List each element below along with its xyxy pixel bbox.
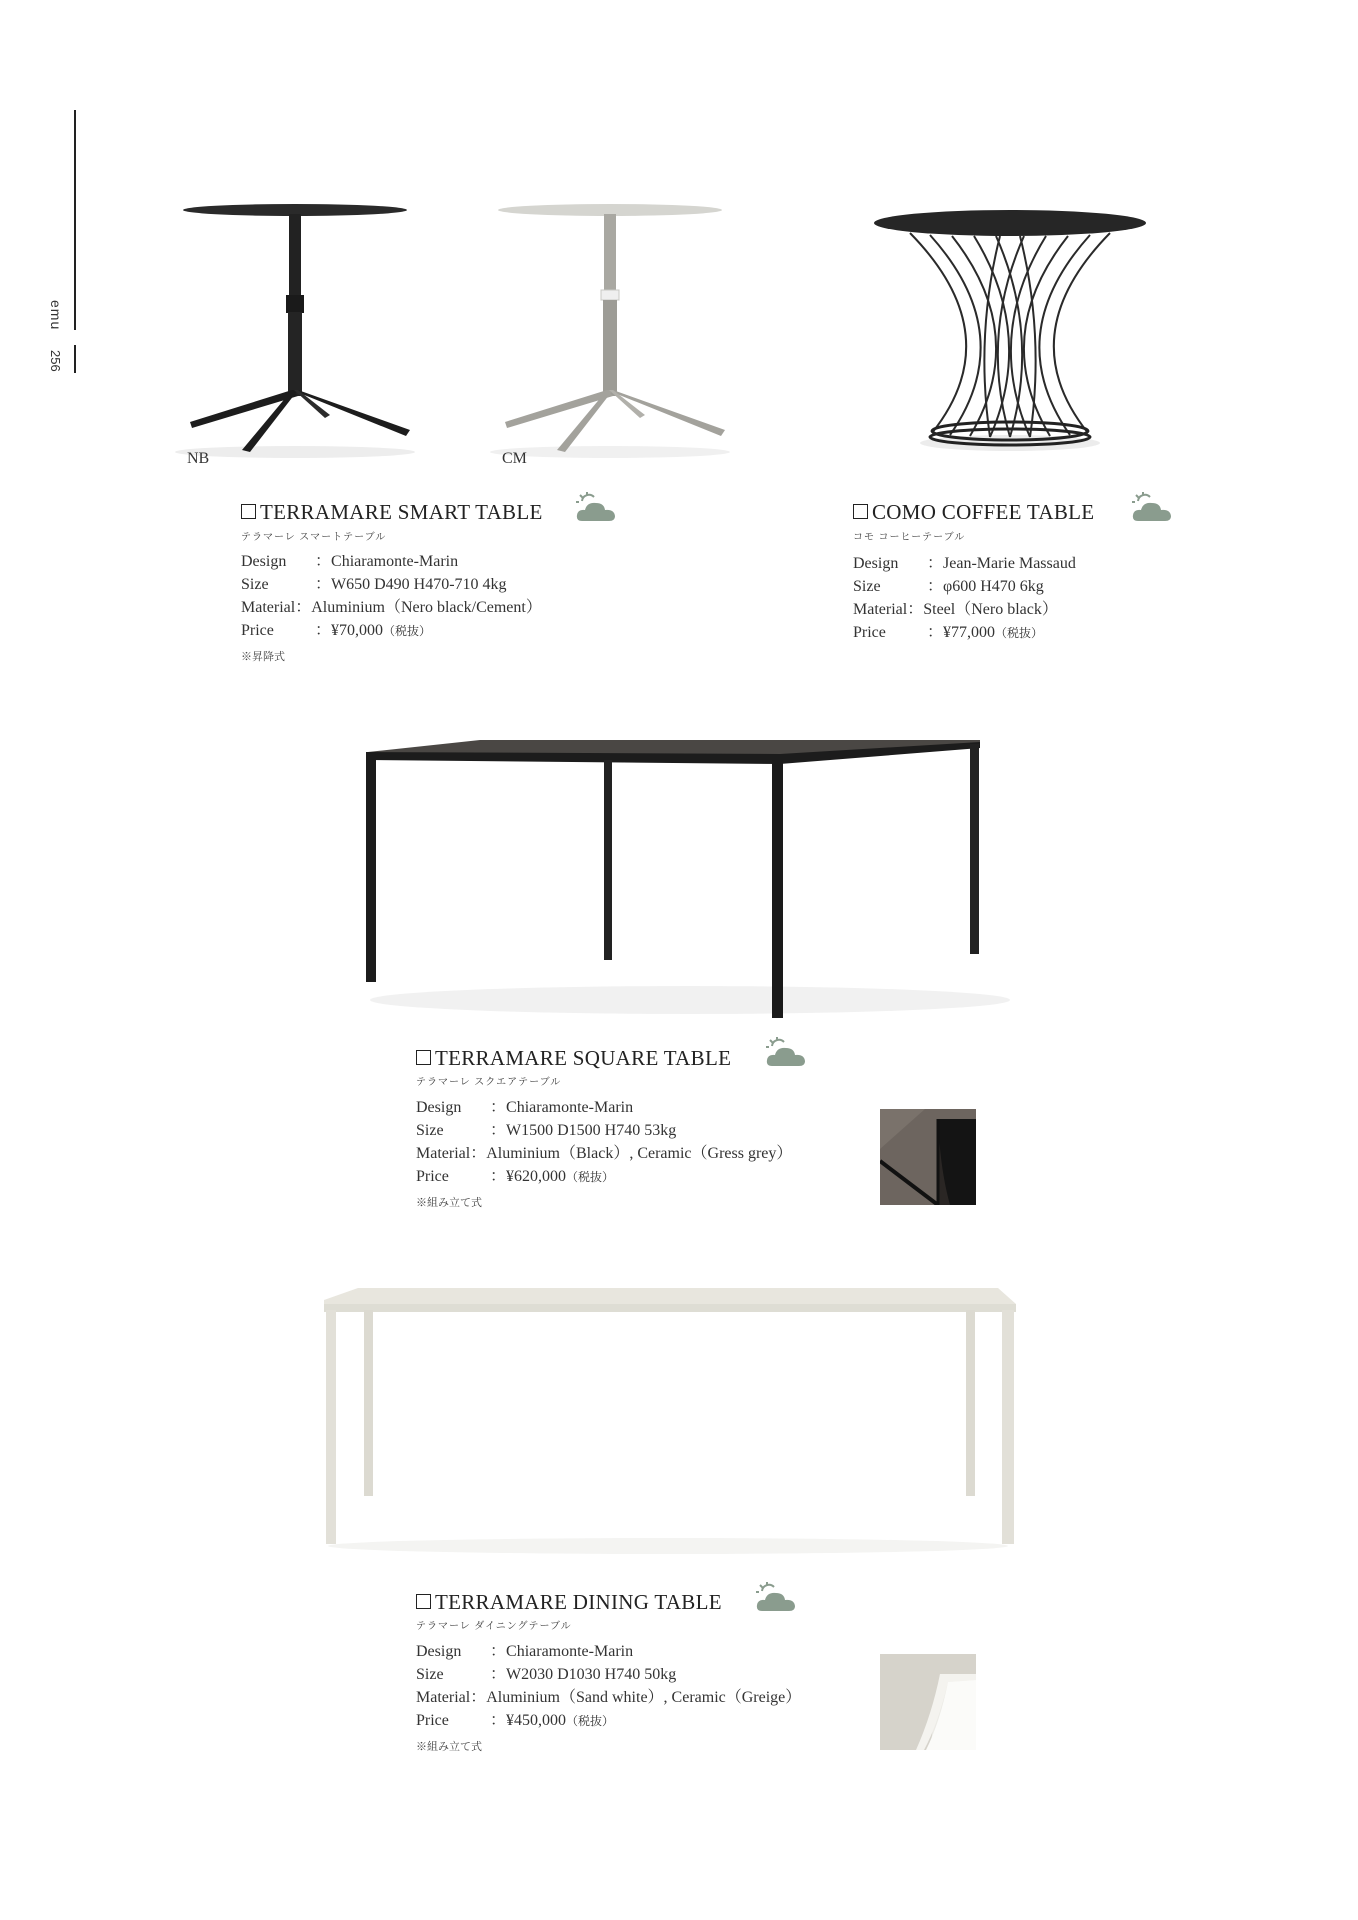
side-rule-bottom (74, 345, 76, 373)
variant-label-cm: CM (502, 450, 527, 467)
product-specs-smart-table: Design ：Chiaramonte-Marin Size ：W650 D490 H470-710 4kg Material：Aluminium（Nero black/Cement） Price ：¥70,000（税抜） (241, 553, 542, 639)
outdoor-weather-icon (754, 1581, 798, 1613)
product-note-square-table: ※組み立て式 (416, 1197, 482, 1209)
tax-note: （税抜） (383, 624, 432, 638)
smart-table-cm-image (485, 190, 735, 460)
product-title-smart-table: TERRAMARE SMART TABLE (241, 500, 543, 525)
como-coffee-table-image (870, 205, 1150, 455)
product-kana-dining-table: テラマーレ ダイニングテーブル (416, 1621, 572, 1632)
price-value: ¥77,000 (943, 624, 996, 641)
square-table-material-swatch (880, 1109, 976, 1205)
size-value: W2030 D1030 H740 50kg (506, 1666, 677, 1683)
material-value: Aluminium（Sand white）, Ceramic（Greige） (486, 1689, 802, 1706)
outdoor-weather-icon (574, 491, 618, 523)
price-value: ¥620,000 (506, 1168, 567, 1185)
checkbox-square-icon (853, 504, 868, 519)
product-title-square-table: TERRAMARE SQUARE TABLE (416, 1046, 731, 1071)
design-value: Chiaramonte-Marin (506, 1099, 634, 1116)
side-rule-top (74, 110, 76, 330)
tax-note: （税抜） (566, 1714, 615, 1728)
product-title-dining-table: TERRAMARE DINING TABLE (416, 1590, 722, 1615)
product-title-como-coffee-table: COMO COFFEE TABLE (853, 500, 1094, 525)
design-value: Chiaramonte-Marin (506, 1643, 634, 1660)
material-value: Aluminium（Nero black/Cement） (311, 599, 542, 616)
material-value: Steel（Nero black） (923, 601, 1058, 618)
product-specs-dining-table: Design ：Chiaramonte-Marin Size ：W2030 D1030 H740 50kg Material：Aluminium（Sand white）, Ceramic（Greige） Price ：¥450,000（税抜） (416, 1643, 802, 1729)
design-value: Jean-Marie Massaud (943, 555, 1076, 572)
product-note-smart-table: ※昇降式 (241, 651, 285, 663)
checkbox-square-icon (416, 1594, 431, 1609)
product-kana-smart-table: テラマーレ スマートテーブル (241, 532, 387, 543)
design-value: Chiaramonte-Marin (331, 553, 459, 570)
smart-table-nb-image (170, 190, 420, 460)
product-specs-como-coffee-table: Design ：Jean-Marie Massaud Size ：φ600 H470 6kg Material：Steel（Nero black） Price ：¥77,000（税抜） (853, 555, 1076, 641)
price-value: ¥70,000 (331, 622, 384, 639)
checkbox-square-icon (416, 1050, 431, 1065)
product-note-dining-table: ※組み立て式 (416, 1741, 482, 1753)
material-value: Aluminium（Black）, Ceramic（Gress grey） (486, 1145, 793, 1162)
product-kana-como-coffee-table: コモ コーヒーテーブル (853, 532, 966, 543)
tax-note: （税抜） (566, 1170, 615, 1184)
product-kana-square-table: テラマーレ スクエアテーブル (416, 1077, 562, 1088)
product-specs-square-table: Design ：Chiaramonte-Marin Size ：W1500 D1500 H740 53kg Material：Aluminium（Black）, Ceramic（Gress grey） Price ：¥620,000（税抜） (416, 1099, 793, 1185)
dining-table-material-swatch (880, 1654, 976, 1750)
dining-table-image (318, 1280, 1018, 1560)
outdoor-weather-icon (764, 1036, 808, 1068)
page-number: 256 (48, 350, 63, 372)
tax-note: （税抜） (995, 626, 1044, 640)
size-value: W1500 D1500 H740 53kg (506, 1122, 677, 1139)
variant-label-nb: NB (187, 450, 210, 467)
size-value: W650 D490 H470-710 4kg (331, 576, 507, 593)
outdoor-weather-icon (1130, 491, 1174, 523)
checkbox-square-icon (241, 504, 256, 519)
brand-name: emu (48, 300, 64, 331)
square-table-image (350, 730, 1030, 1020)
size-value: φ600 H470 6kg (943, 578, 1044, 595)
price-value: ¥450,000 (506, 1712, 567, 1729)
